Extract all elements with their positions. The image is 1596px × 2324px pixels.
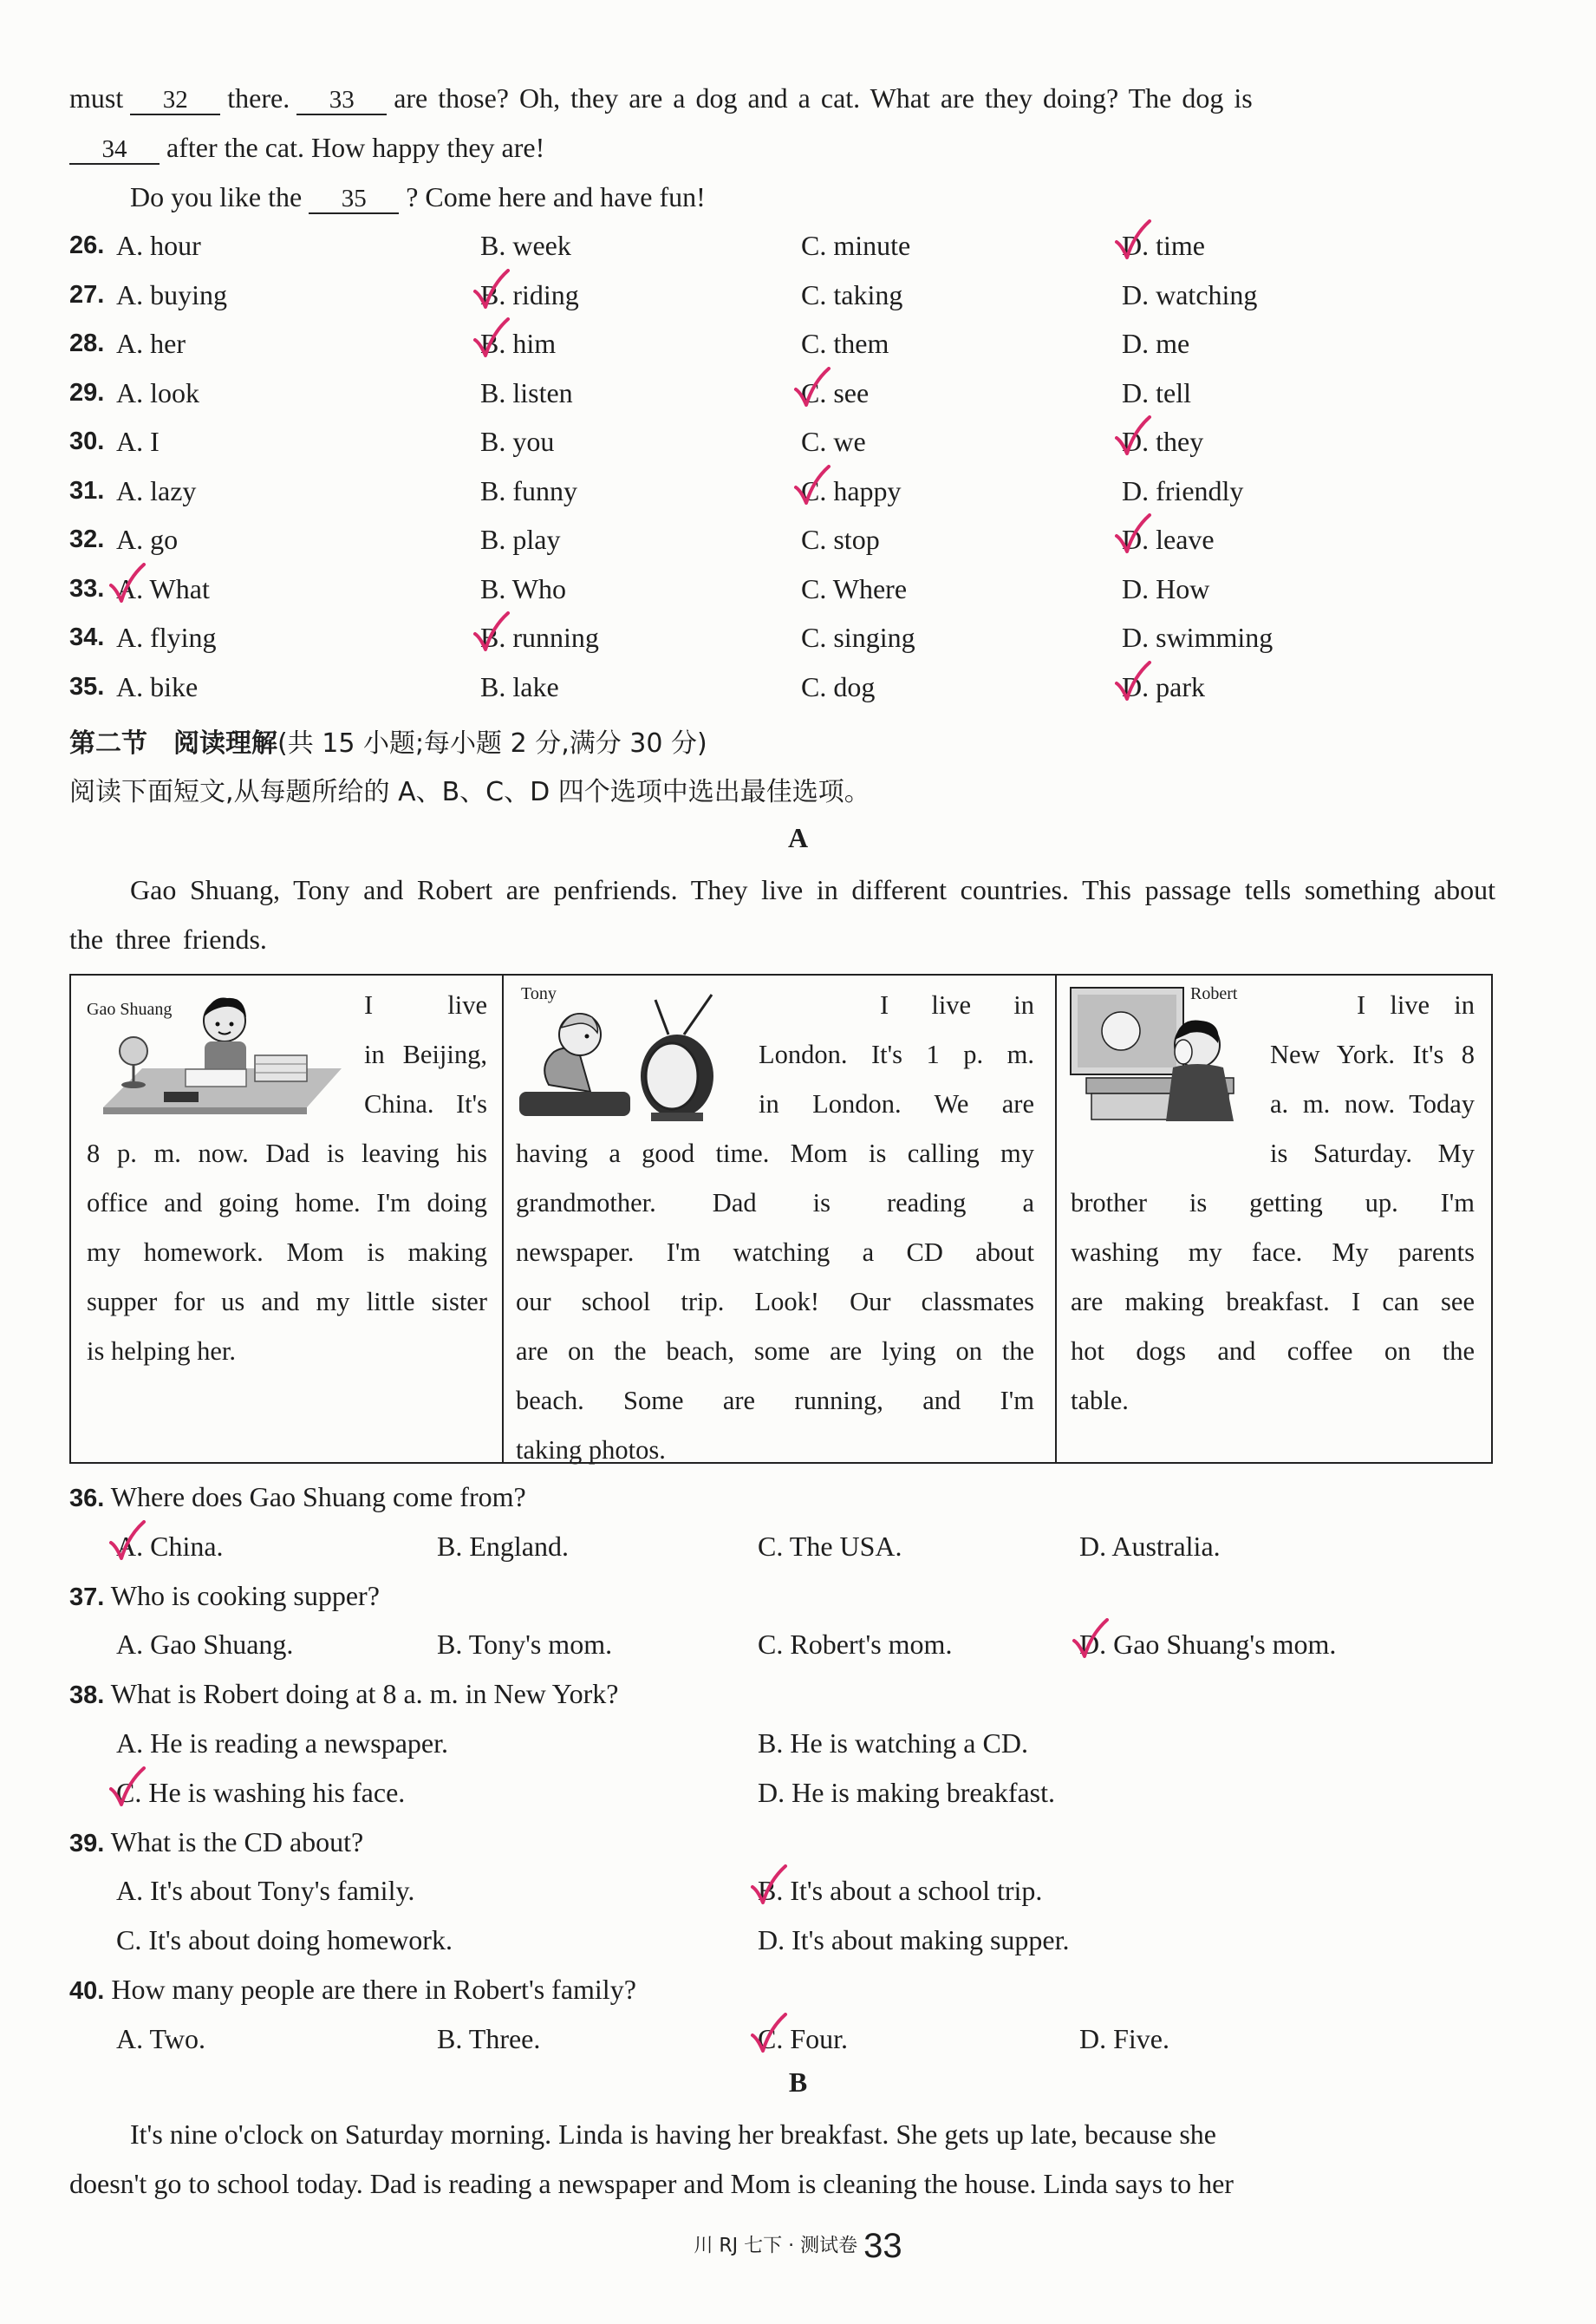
passage-b-line-2: doesn't go to school today. Dad is reading a newspaper and Mom is cleaning the house. Linda says to her	[69, 2168, 1234, 2199]
option-b[interactable]: B. him	[480, 328, 557, 359]
tony-name: Tony	[521, 984, 557, 1003]
option-b[interactable]: B. lake	[480, 670, 559, 702]
text-line: beach. Some are running, and I'm	[516, 1386, 1034, 1415]
option-b[interactable]: B. riding	[480, 278, 579, 310]
question-number: 26.	[69, 232, 105, 259]
option-c[interactable]: C. dog	[801, 670, 876, 702]
text-line: grandmother. Dad is reading a	[516, 1188, 1034, 1217]
option-b[interactable]: B. Three.	[437, 2022, 541, 2054]
question-number: 33.	[69, 574, 105, 603]
page-footer	[0, 2227, 1596, 2266]
text-line: China. It's	[364, 1089, 487, 1119]
option-b[interactable]: B. running	[480, 622, 599, 653]
option-d[interactable]: D. Australia.	[1079, 1530, 1221, 1562]
section-2-heading	[69, 721, 707, 760]
option-d[interactable]: D. friendly	[1122, 474, 1244, 506]
text-line: supper for us and my little sister	[87, 1287, 487, 1316]
option-a[interactable]: A. It's about Tony's family.	[116, 1875, 415, 1907]
option-b[interactable]: B. listen	[480, 376, 573, 408]
option-a[interactable]: A. look	[116, 376, 199, 408]
option-a[interactable]: A. her	[116, 328, 186, 359]
answer-check-mark-icon	[1113, 415, 1153, 459]
passage-b-label: B	[788, 2066, 808, 2098]
answer-check-mark-icon	[749, 1864, 789, 1908]
question-number: 34.	[69, 623, 105, 651]
option-b[interactable]: B. week	[480, 230, 571, 261]
blank-32: 32	[130, 86, 220, 115]
answer-check-mark-icon	[472, 269, 511, 312]
text-line: in Beijing,	[364, 1040, 487, 1069]
text-line: having a good time. Mom is calling my	[516, 1139, 1034, 1168]
option-d[interactable]: D. time	[1122, 230, 1205, 261]
option-c[interactable]: C. minute	[801, 230, 911, 261]
answer-check-mark-icon	[472, 317, 511, 361]
question-number: 35.	[69, 672, 105, 701]
answer-check-mark-icon	[107, 1766, 147, 1810]
answer-check-mark-icon	[749, 2013, 789, 2056]
text-line: my homework. Mom is making	[87, 1237, 487, 1267]
option-b[interactable]: B. Who	[480, 572, 566, 604]
option-a[interactable]: A. He is reading a newspaper.	[116, 1727, 448, 1759]
text-line: brother is getting up. I'm	[1071, 1188, 1475, 1217]
text-line: is Saturday. My	[1270, 1139, 1475, 1168]
option-a[interactable]: A. buying	[116, 278, 227, 310]
option-c[interactable]: C. Robert's mom.	[758, 1629, 953, 1661]
answer-check-mark-icon	[107, 563, 147, 606]
text-line: 8 p. m. now. Dad is leaving his	[87, 1139, 487, 1168]
text-line: London. It's 1 p. m.	[759, 1040, 1034, 1069]
question-number: 28.	[69, 330, 105, 357]
option-c[interactable]: C. Where	[801, 572, 908, 604]
text-line: washing my face. My parents	[1071, 1237, 1475, 1267]
option-a[interactable]: A. What	[116, 572, 210, 604]
option-c[interactable]: C. see	[801, 376, 870, 408]
option-d[interactable]: D. How	[1122, 572, 1210, 604]
option-d[interactable]: D. He is making breakfast.	[758, 1776, 1056, 1808]
option-a[interactable]: A. go	[116, 524, 179, 555]
page-number: 33	[863, 2227, 902, 2265]
option-c[interactable]: C. them	[801, 328, 889, 359]
answer-check-mark-icon	[1113, 219, 1153, 263]
footer-prefix: 川 RJ 七下 · 测试卷	[694, 2235, 858, 2257]
option-c[interactable]: C. Four.	[758, 2022, 849, 2054]
tony-column	[502, 976, 1055, 1465]
answer-check-mark-icon	[1071, 1618, 1111, 1661]
option-d[interactable]: D. Five.	[1079, 2022, 1169, 2054]
question-number: 30.	[69, 428, 105, 455]
option-b[interactable]: B. you	[480, 426, 555, 457]
text-line: a. m. now. Today	[1270, 1089, 1475, 1119]
text-line: hot dogs and coffee on the	[1071, 1336, 1475, 1366]
option-d[interactable]: D. Gao Shuang's mom.	[1079, 1629, 1337, 1661]
text-line: taking photos.	[516, 1435, 666, 1465]
answer-check-mark-icon	[792, 465, 832, 508]
cloze-line-3: Do you like the 35 ? Come here and have fun!	[130, 181, 706, 212]
option-a[interactable]: A. hour	[116, 230, 201, 261]
option-a[interactable]: A. China.	[116, 1530, 224, 1562]
option-b[interactable]: B. He is watching a CD.	[758, 1727, 1028, 1759]
question-stem: 38. What is Robert doing at 8 a. m. in New York?	[69, 1678, 619, 1710]
option-d[interactable]: D. park	[1122, 670, 1205, 702]
section-2-instruction: 阅读下面短文,从每题所给的 A、B、C、D 四个选项中选出最佳选项。	[69, 777, 870, 807]
option-d[interactable]: D. watching	[1122, 278, 1258, 310]
blank-33: 33	[296, 86, 387, 115]
text-line: I live in	[1357, 990, 1475, 1020]
option-a[interactable]: A. flying	[116, 622, 217, 653]
robert-name: Robert	[1190, 984, 1238, 1003]
passage-a-intro: Gao Shuang, Tony and Robert are penfriends. They live in different countries. This passage tells something about the three friends.	[69, 874, 1495, 955]
answer-check-mark-icon	[792, 367, 832, 410]
blank-35: 35	[309, 185, 399, 214]
passage-b-line-1: It's nine o'clock on Saturday morning. Linda is having her breakfast. She gets up late, because she	[130, 2118, 1216, 2150]
gao-shuang-name: Gao Shuang	[87, 1000, 173, 1019]
option-d[interactable]: D. leave	[1122, 524, 1215, 555]
cloze-line-2: 34 after the cat. How happy they are!	[69, 132, 544, 165]
section-2-detail: (共 15 小题;每小题 2 分,满分 30 分)	[277, 728, 707, 759]
answer-check-mark-icon	[107, 1520, 147, 1563]
option-c[interactable]: C. stop	[801, 524, 880, 555]
question-stem: 39. What is the CD about?	[69, 1825, 364, 1857]
robert-column	[1055, 976, 1491, 1462]
text-line: in London. We are	[759, 1089, 1034, 1119]
question-number: 31.	[69, 476, 105, 505]
option-b[interactable]: B. Tony's mom.	[437, 1629, 613, 1661]
option-c[interactable]: C. It's about doing homework.	[116, 1924, 453, 1956]
option-d[interactable]: D. me	[1122, 328, 1190, 359]
text-line: New York. It's 8	[1270, 1040, 1475, 1069]
question-number: 27.	[69, 280, 105, 309]
section-2-title: 第二节 阅读理解	[69, 728, 277, 759]
answer-check-mark-icon	[472, 611, 511, 655]
option-a[interactable]: A. lazy	[116, 474, 197, 506]
option-c[interactable]: C. taking	[801, 278, 903, 310]
option-d[interactable]: D. It's about making supper.	[758, 1924, 1070, 1956]
option-b[interactable]: B. play	[480, 524, 561, 555]
penfriends-table	[69, 974, 1493, 1464]
option-a[interactable]: A. I	[116, 426, 160, 457]
text-line: I live	[364, 990, 487, 1020]
cloze-line-1: must 32 there. 33 are those? Oh, they are a dog and a cat. What are they doing? The dog is	[69, 82, 1253, 114]
option-c[interactable]: C. we	[801, 426, 866, 457]
option-a[interactable]: A. Gao Shuang.	[116, 1629, 294, 1661]
blank-34: 34	[69, 135, 160, 165]
text-line: I live in	[880, 990, 1034, 1020]
text-line: our school trip. Look! Our classmates	[516, 1287, 1034, 1316]
option-c[interactable]: C. happy	[801, 474, 902, 506]
text-line: office and going home. I'm doing	[87, 1188, 487, 1217]
passage-a-label: A	[787, 822, 809, 853]
option-a[interactable]: A. Two.	[116, 2022, 205, 2054]
answer-check-mark-icon	[1113, 661, 1153, 704]
text-line: are on the beach, some are lying on the	[516, 1336, 1034, 1366]
question-number: 29.	[69, 378, 105, 407]
option-b[interactable]: B. England.	[437, 1530, 569, 1562]
text-line: table.	[1071, 1386, 1129, 1415]
option-c[interactable]: C. The USA.	[758, 1530, 902, 1562]
option-b[interactable]: B. funny	[480, 474, 577, 506]
question-number: 32.	[69, 526, 105, 553]
option-d[interactable]: D. they	[1122, 426, 1204, 457]
gao-shuang-column	[71, 976, 502, 1462]
option-c[interactable]: C. singing	[801, 622, 915, 653]
question-stem: 40. How many people are there in Robert's family?	[69, 1974, 636, 2005]
answer-check-mark-icon	[1113, 513, 1153, 557]
option-c[interactable]: C. He is washing his face.	[116, 1776, 406, 1808]
text-line: is helping her.	[87, 1336, 236, 1366]
question-stem: 37. Who is cooking supper?	[69, 1579, 380, 1611]
option-a[interactable]: A. bike	[116, 670, 199, 702]
option-b[interactable]: B. It's about a school trip.	[758, 1875, 1043, 1907]
text-line: newspaper. I'm watching a CD about	[516, 1237, 1034, 1267]
option-d[interactable]: D. tell	[1122, 376, 1191, 408]
text-line: are making breakfast. I can see	[1071, 1287, 1475, 1316]
option-d[interactable]: D. swimming	[1122, 622, 1274, 653]
question-stem: 36. Where does Gao Shuang come from?	[69, 1481, 526, 1512]
